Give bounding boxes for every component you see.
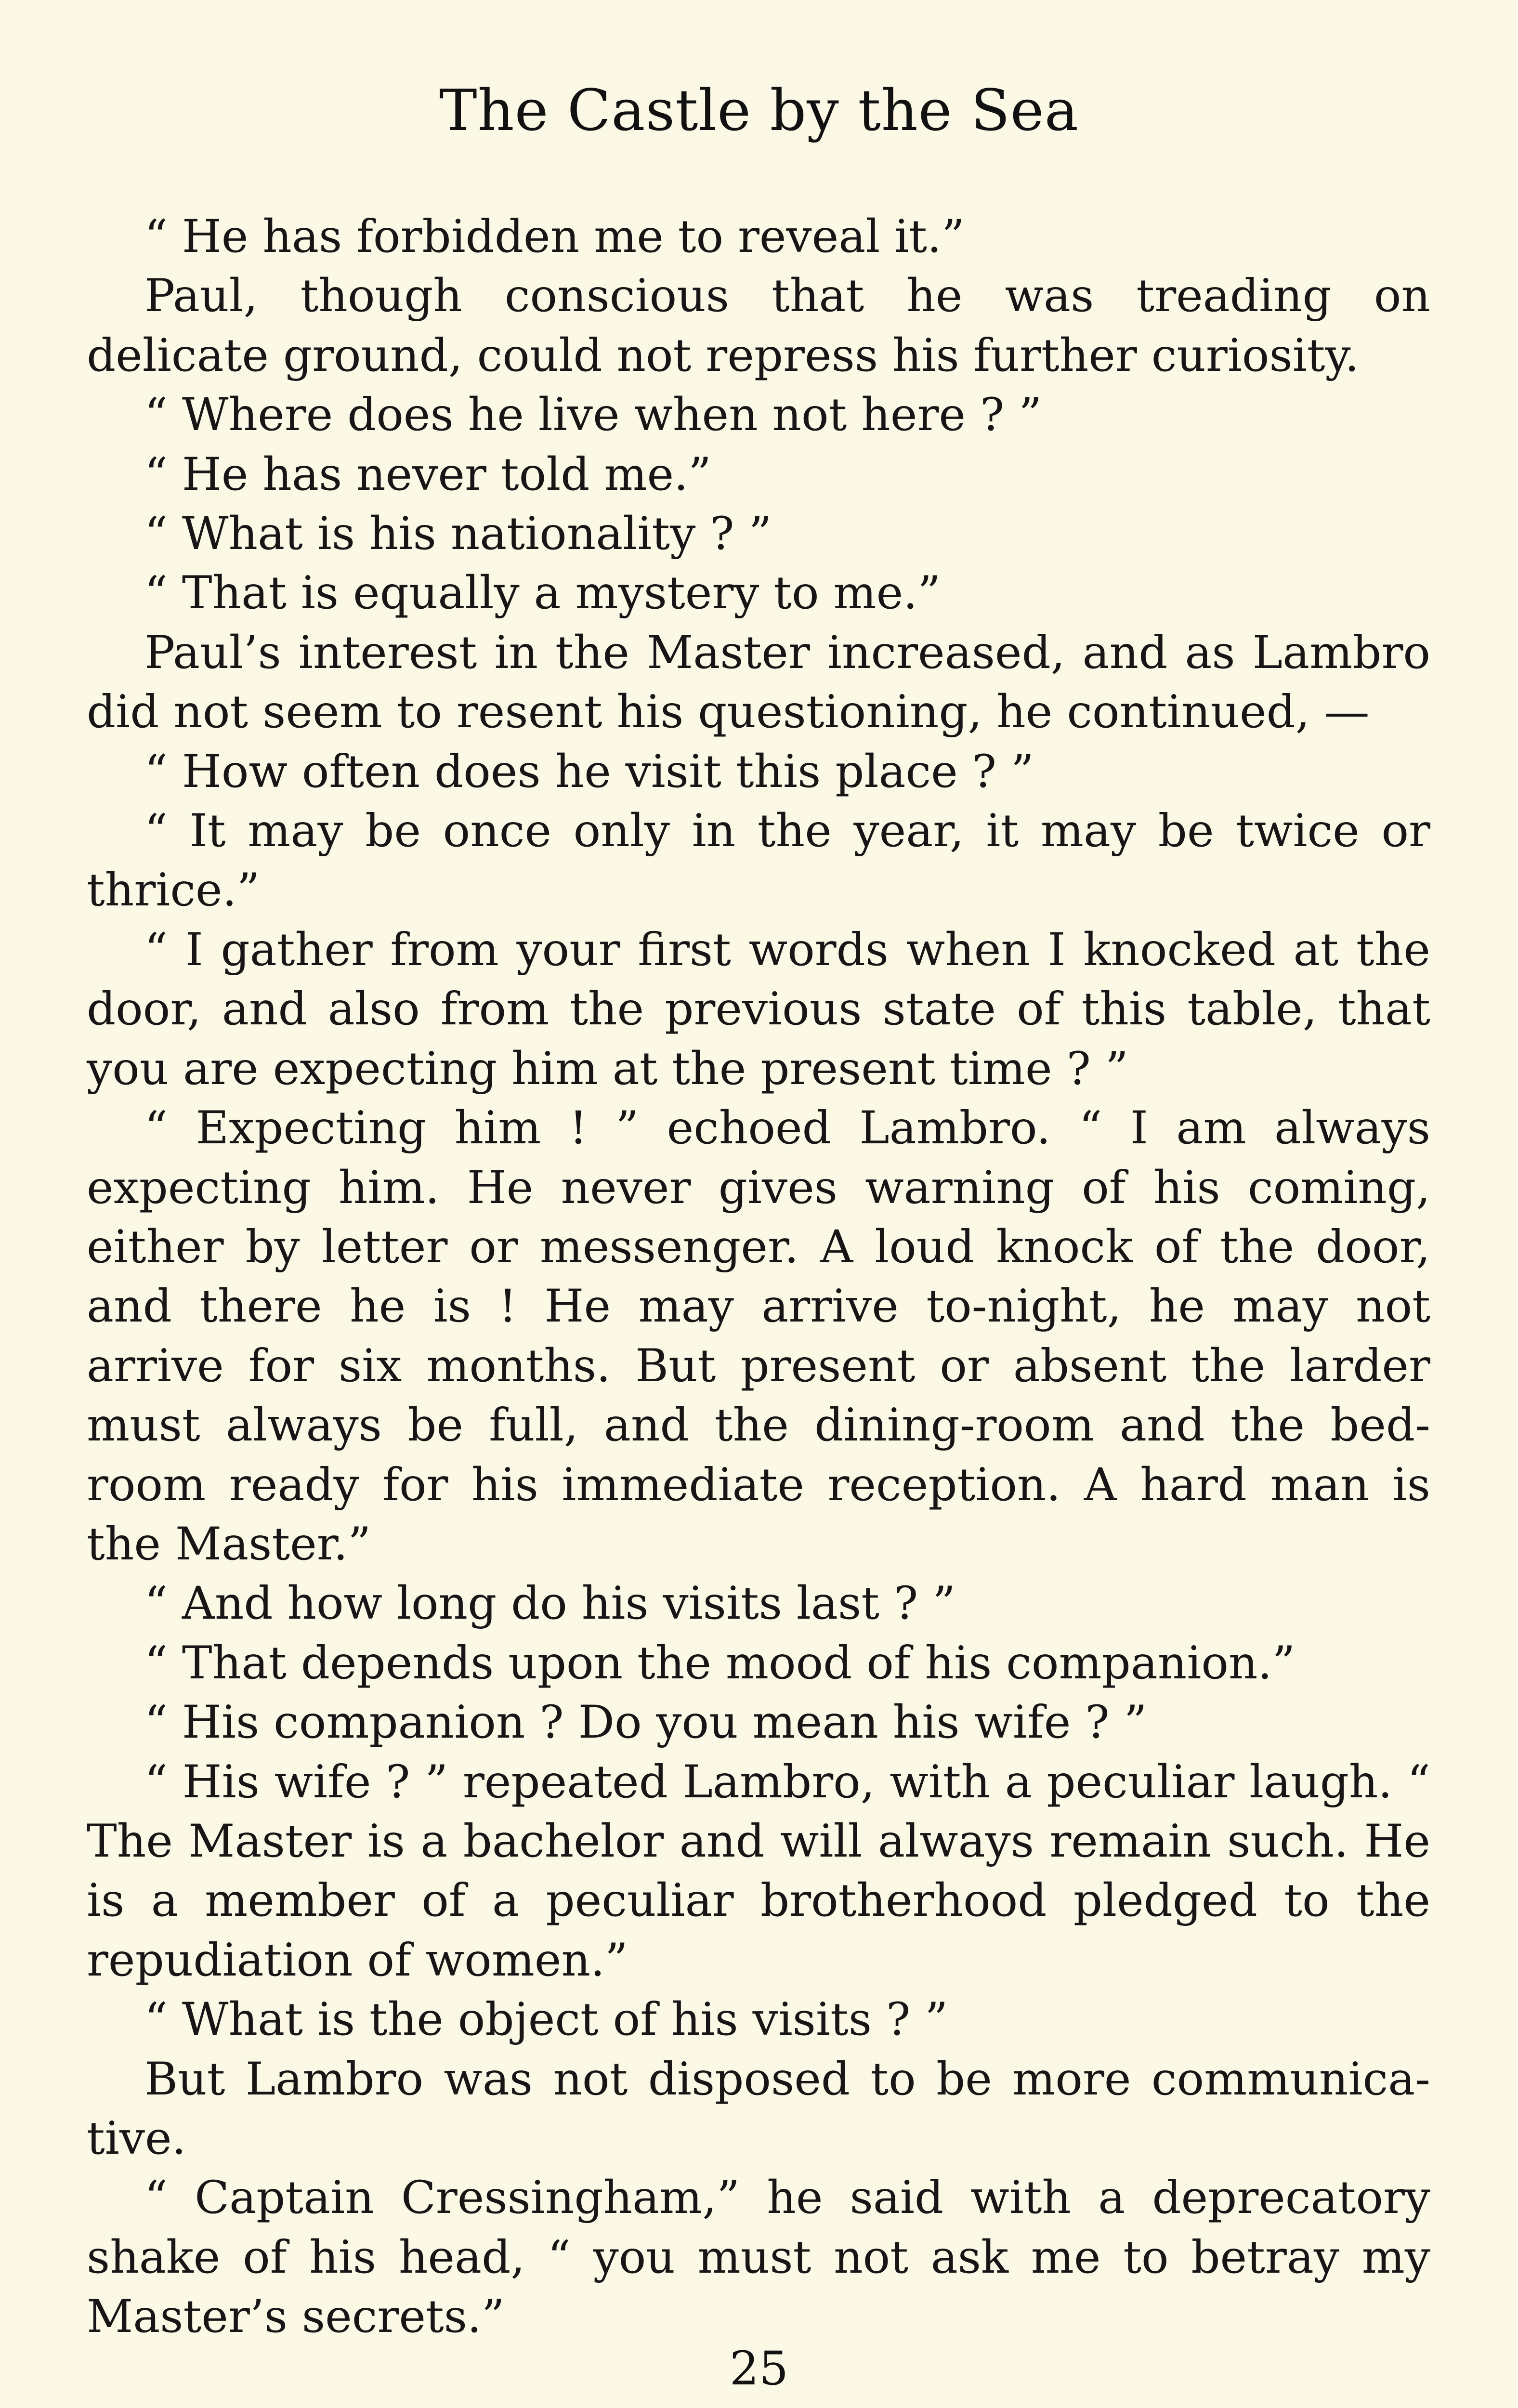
paragraph: “ What is his nationality ? ” [144, 508, 772, 561]
paragraph: “ What is the object of his visits ? ” [144, 1993, 948, 2046]
paragraph: “ Expecting him ! ” echoed Lambro. “ I am always expecting him. He never gives warning of his coming, either by letter or messenger. A loud knock of the door, and there he is ! He may arrive to-night, he may not arrive for six months. But present or absent the larder must always be full, and the dining-room and the bed-room ready for his immediate reception. A hard man is the Master.” [87, 1102, 1430, 1570]
paragraph: “ His companion ? Do you mean his wife ? ” [144, 1696, 1147, 1749]
paragraph: But Lambro was not disposed to be more communica-tive. [87, 2053, 1430, 2165]
paragraph: Paul, though conscious that he was treading on delicate ground, could not repress his further curiosity. [87, 270, 1430, 382]
running-head: The Castle by the Sea [439, 77, 1079, 144]
paragraph: Paul’s interest in the Master increased, and as Lambro did not seem to resent his questioning, he continued, — [87, 626, 1430, 739]
paragraph: “ Where does he live when not here ? ” [144, 389, 1042, 442]
paragraph: “ That is equally a mystery to me.” [144, 567, 941, 620]
paragraph: “ Captain Cressingham,” he said with a deprecatory shake of his head, “ you must not ask me to betray my Master’s secrets.” [87, 2172, 1430, 2343]
paragraph: “ That depends upon the mood of his companion.” [144, 1636, 1296, 1689]
paragraph: “ How often does he visit this place ? ” [144, 745, 1034, 798]
paragraph: “ I gather from your first words when I knocked at the door, and also from the previous state of this table, that you are expecting him at the present time ? ” [87, 923, 1430, 1095]
paragraph: “ It may be once only in the year, it may be twice or thrice.” [87, 805, 1430, 917]
paragraph: “ He has forbidden me to reveal it.” [144, 210, 965, 263]
paragraph: “ His wife ? ” repeated Lambro, with a peculiar laugh. “ The Master is a bachelor and will always remain such. He is a member of a peculiar brotherhood pledged to the repudiation of women.” [87, 1755, 1430, 1987]
body-text [87, 207, 1430, 2347]
page-number: 25 [729, 2342, 789, 2395]
paragraph: “ He has never told me.” [144, 448, 712, 501]
paragraph: “ And how long do his visits last ? ” [144, 1577, 956, 1630]
